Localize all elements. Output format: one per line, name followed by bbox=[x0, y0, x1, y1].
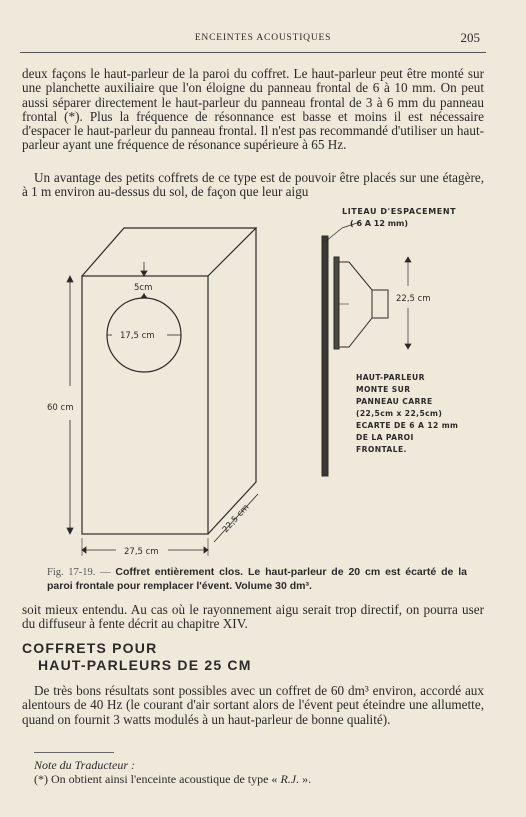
side-note-line-2: MONTE SUR bbox=[356, 385, 411, 394]
side-note-line-5: ECARTE DE 6 A 12 mm bbox=[356, 421, 459, 430]
body-paragraph-2: Un avantage des petits coffrets de ce type est de pouvoir être placés sur une étagère, à 1 m environ au-dessus du sol, de façon que leur aigu bbox=[22, 170, 484, 200]
figure-caption-text: Coffret entièrement clos. Le haut-parleur de 20 cm est écarté de la paroi frontale pour remplacer l'évent. Volume 30 dm³. bbox=[47, 566, 467, 592]
section-heading-line-1: COFFRETS POUR bbox=[22, 640, 158, 656]
side-note-line-4: (22,5cm x 22,5cm) bbox=[356, 409, 443, 418]
side-note-line-6: DE LA PAROI bbox=[356, 433, 414, 442]
side-note-line-1: HAUT-PARLEUR bbox=[356, 373, 425, 382]
body-paragraph-3: soit mieux entendu. Au cas où le rayonnement aigu serait trop directif, on pourra user du diffuseur à fente décrit au chapitre XIV. bbox=[22, 602, 484, 632]
cabinet-front bbox=[82, 276, 208, 534]
section-heading-line-2: HAUT-PARLEURS DE 25 CM bbox=[38, 657, 252, 673]
running-head bbox=[0, 30, 526, 50]
side-note-line-7: FRONTALE. bbox=[356, 445, 407, 454]
figure-drawing bbox=[0, 200, 526, 566]
section-heading bbox=[22, 640, 252, 674]
auxiliary-panel bbox=[334, 257, 339, 349]
running-title: ENCEINTES ACOUSTIQUES bbox=[194, 33, 332, 43]
label-panel-size: 22,5 cm bbox=[396, 294, 431, 304]
side-note bbox=[356, 373, 458, 454]
label-spacer-title: LITEAU D'ESPACEMENT bbox=[342, 207, 457, 216]
label-height: 60 cm bbox=[47, 403, 74, 413]
header-rule bbox=[20, 52, 486, 53]
footnote-rule bbox=[34, 752, 114, 753]
translator-note bbox=[34, 758, 454, 786]
front-wall-section bbox=[322, 236, 328, 476]
page-number: 205 bbox=[460, 30, 480, 45]
label-spacer-range: ( 6 A 12 mm) bbox=[350, 219, 409, 228]
label-hole-diameter: 17,5 cm bbox=[120, 331, 155, 341]
figure-caption bbox=[47, 566, 467, 592]
translator-note-title: Note du Traducteur : bbox=[34, 758, 135, 772]
translator-note-body: (*) On obtient ainsi l'enceinte acoustique de type « R.J. ». bbox=[34, 772, 312, 786]
label-top-offset: 5cm bbox=[134, 283, 153, 293]
label-depth: 22,5 cm bbox=[220, 502, 252, 536]
section-paragraph: De très bons résultats sont possibles avec un coffret de 60 dm³ environ, accordé aux alentours de 40 Hz (le courant d'air sortant alors de l'évent peut éteindre une allumette, quand on fournit 3 watts modulés à un haut-parleur de bonne qualité). bbox=[22, 683, 484, 727]
side-note-line-3: PANNEAU CARRE bbox=[356, 397, 433, 406]
label-width: 27,5 cm bbox=[124, 547, 159, 557]
figure-number: Fig. 17-19. — bbox=[47, 567, 111, 578]
body-paragraph-1: deux façons le haut-parleur de la paroi du coffret. Le haut-parleur peut être monté sur une planchette auxiliaire que l'on éloigne du panneau frontal de 6 à 10 mm. On peut aussi séparer directement le haut-parleur du panneau frontal de 3 à 6 mm du panneau frontal (*). Plus la fréquence de résonnance est basse et moins il est nécessaire d'espacer le haut-parleur du panneau frontal. Il n'est pas recommandé d'utiliser un haut-parleur ayant une fréquence de résonance supérieure à 65 Hz. bbox=[22, 66, 484, 153]
figure-17-19 bbox=[0, 200, 526, 566]
